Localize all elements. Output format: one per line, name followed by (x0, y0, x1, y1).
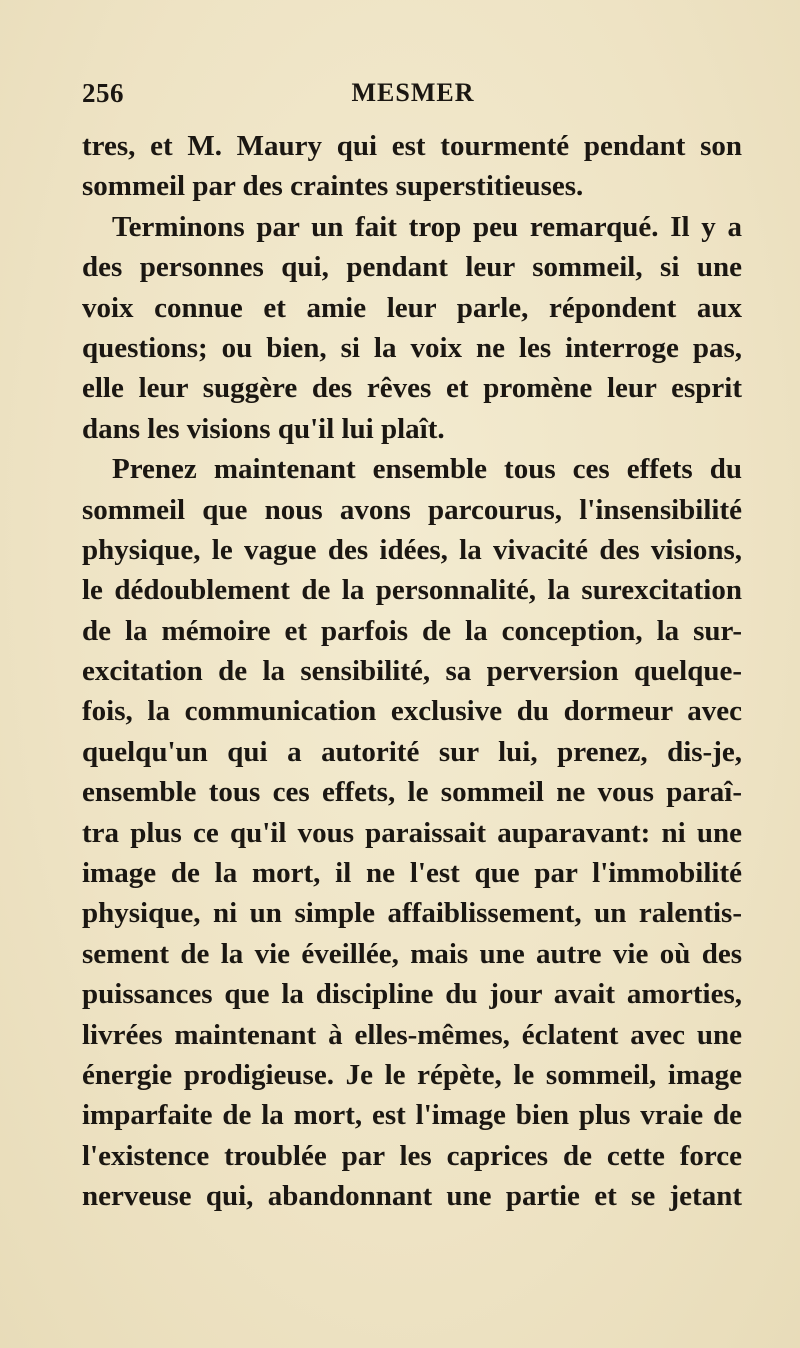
text-line: sommeil par des craintes superstitieuses. (82, 170, 584, 203)
text-line: énergie prodigieuse. Je le répète, le sommeil, image (82, 1058, 742, 1091)
text-line: image de la mort, il ne l'est que par l'immobilité (82, 857, 742, 890)
running-title: MESMER (351, 78, 475, 107)
text-line: tres, et M. Maury qui est tourmenté pendant son (82, 130, 742, 162)
page-number: 256 (82, 78, 124, 108)
text-line: quelqu'un qui a autorité sur lui, prenez, dis-je, (82, 735, 742, 768)
text-line: fois, la communication exclusive du dormeur avec (82, 695, 742, 728)
text-line: imparfaite de la mort, est l'image bien plus vraie de (82, 1099, 742, 1132)
text-line: Prenez maintenant ensemble tous ces effets du (112, 453, 742, 486)
text-line: le dédoublement de la personnalité, la surexcitation (82, 574, 742, 607)
text-line: excitation de la sensibilité, sa perversion quelque- (82, 655, 742, 688)
text-line: physique, ni un simple affaiblissement, un ralentis- (82, 897, 742, 930)
text-line: des personnes qui, pendant leur sommeil, si une (82, 251, 742, 284)
text-line: tra plus ce qu'il vous paraissait auparavant: ni une (82, 816, 742, 849)
text-line: de la mémoire et parfois de la conception, la sur- (82, 614, 742, 647)
text-line: sommeil que nous avons parcourus, l'insensibilité (82, 493, 742, 526)
text-line: questions; ou bien, si la voix ne les interroge pas, (82, 331, 742, 364)
text-line: physique, le vague des idées, la vivacité des visions, (82, 533, 742, 566)
text-line: puissances que la discipline du jour avait amorties, (82, 978, 742, 1011)
text-line: dans les visions qu'il lui plaît. (82, 412, 445, 445)
text-line: nerveuse qui, abandonnant une partie et se jetant (82, 1180, 742, 1213)
text-line: sement de la vie éveillée, mais une autre vie où des (82, 937, 742, 970)
body-text (82, 126, 742, 1217)
text-line: voix connue et amie leur parle, répondent aux (82, 291, 742, 324)
page-header (82, 78, 744, 118)
text-line: Terminons par un fait trop peu remarqué. Il y a (112, 210, 742, 243)
text-line: elle leur suggère des rêves et promène leur esprit (82, 372, 742, 405)
text-line: ensemble tous ces effets, le sommeil ne vous paraî- (82, 776, 742, 809)
text-line: livrées maintenant à elles-mêmes, éclatent avec une (82, 1018, 742, 1051)
text-line: l'existence troublée par les caprices de cette force (82, 1139, 742, 1172)
